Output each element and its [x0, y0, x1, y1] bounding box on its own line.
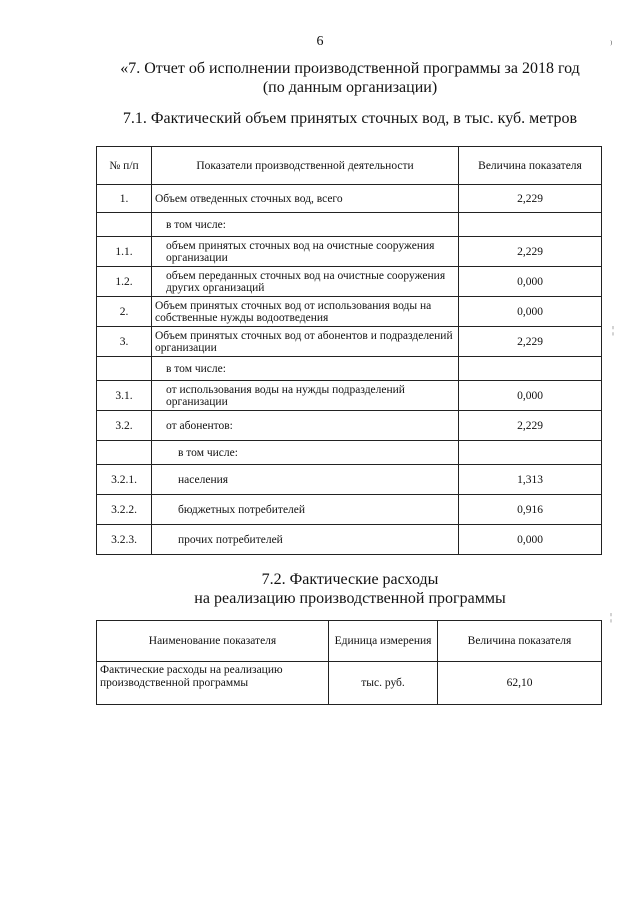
- cell-indicator: в том числе:: [152, 357, 459, 381]
- table-row: [97, 465, 602, 495]
- table-row: [97, 441, 602, 465]
- cell-value: [459, 357, 602, 381]
- cell-indicator: объем переданных сточных вод на очистные сооружения других организаций: [152, 267, 459, 297]
- cell-value: [459, 441, 602, 465]
- scan-mark: ¦: [612, 325, 615, 336]
- section-72-heading: [90, 570, 610, 608]
- cell-number: 1.2.: [97, 267, 152, 297]
- table-header-row: [97, 147, 602, 185]
- section-72-heading-line-1: 7.2. Фактические расходы: [261, 571, 439, 588]
- cell-value: 2,229: [459, 327, 602, 357]
- report-heading-line-1: «7. Отчет об исполнении производственной программы за 2018 год: [120, 60, 580, 77]
- cell-value: 2,229: [459, 237, 602, 267]
- cell-indicator: в том числе:: [152, 441, 459, 465]
- table-row: [97, 213, 602, 237]
- table-header-row: [97, 621, 602, 662]
- cell-value: [459, 213, 602, 237]
- table-row: [97, 411, 602, 441]
- scan-mark: ⁾: [610, 40, 613, 51]
- cell-value: 2,229: [459, 411, 602, 441]
- cell-number: 2.: [97, 297, 152, 327]
- cell-number: 3.2.1.: [97, 465, 152, 495]
- table-row: [97, 237, 602, 267]
- cell-number: 1.: [97, 185, 152, 213]
- cell-value: 62,10: [438, 662, 602, 705]
- table-row: [97, 267, 602, 297]
- cell-number: 3.1.: [97, 381, 152, 411]
- table-row: [97, 495, 602, 525]
- table-row: [97, 525, 602, 555]
- scan-mark: ¦: [610, 612, 613, 623]
- cell-number: 3.2.2.: [97, 495, 152, 525]
- page-number: 6: [316, 34, 324, 49]
- cell-value: 0,000: [459, 381, 602, 411]
- cell-value: 0,000: [459, 297, 602, 327]
- table-row: [97, 357, 602, 381]
- cell-indicator: объем принятых сточных вод на очистные сооружения организации: [152, 237, 459, 267]
- cell-indicator: в том числе:: [152, 213, 459, 237]
- column-header-indicator: Показатели производственной деятельности: [152, 147, 459, 185]
- cell-number: 3.2.3.: [97, 525, 152, 555]
- cell-indicator: от абонентов:: [152, 411, 459, 441]
- table-row: [97, 662, 602, 705]
- section-71-heading: 7.1. Фактический объем принятых сточных вод, в тыс. куб. метров: [122, 110, 578, 127]
- cell-value: 2,229: [459, 185, 602, 213]
- cell-number: [97, 213, 152, 237]
- expenses-table: [96, 620, 602, 705]
- table-row: [97, 327, 602, 357]
- section-72-heading-line-2: на реализацию производственной программы: [194, 590, 506, 607]
- cell-unit: тыс. руб.: [329, 662, 438, 705]
- cell-indicator: населения: [152, 465, 459, 495]
- cell-value: 0,000: [459, 267, 602, 297]
- cell-number: [97, 441, 152, 465]
- cell-indicator: прочих потребителей: [152, 525, 459, 555]
- cell-indicator: бюджетных потребителей: [152, 495, 459, 525]
- cell-indicator: Объем отведенных сточных вод, всего: [152, 185, 459, 213]
- column-header-number: № п/п: [97, 147, 152, 185]
- report-heading-line-2: (по данным организации): [262, 79, 438, 96]
- table-row: [97, 185, 602, 213]
- cell-value: 1,313: [459, 465, 602, 495]
- cell-indicator: Объем принятых сточных вод от использования воды на собственные нужды водоотведения: [152, 297, 459, 327]
- cell-number: 3.2.: [97, 411, 152, 441]
- cell-value: 0,000: [459, 525, 602, 555]
- cell-indicator-name: Фактические расходы на реализацию производственной программы: [97, 662, 329, 705]
- table-row: [97, 381, 602, 411]
- column-header-unit: Единица измерения: [329, 621, 438, 662]
- cell-number: 1.1.: [97, 237, 152, 267]
- column-header-indicator-name: Наименование показателя: [97, 621, 329, 662]
- cell-number: [97, 357, 152, 381]
- report-heading: [90, 59, 610, 97]
- wastewater-volume-table: [96, 146, 602, 555]
- table-row: [97, 297, 602, 327]
- cell-value: 0,916: [459, 495, 602, 525]
- column-header-value: Величина показателя: [438, 621, 602, 662]
- column-header-value: Величина показателя: [459, 147, 602, 185]
- cell-indicator: Объем принятых сточных вод от абонентов и подразделений организации: [152, 327, 459, 357]
- cell-number: 3.: [97, 327, 152, 357]
- cell-indicator: от использования воды на нужды подразделений организации: [152, 381, 459, 411]
